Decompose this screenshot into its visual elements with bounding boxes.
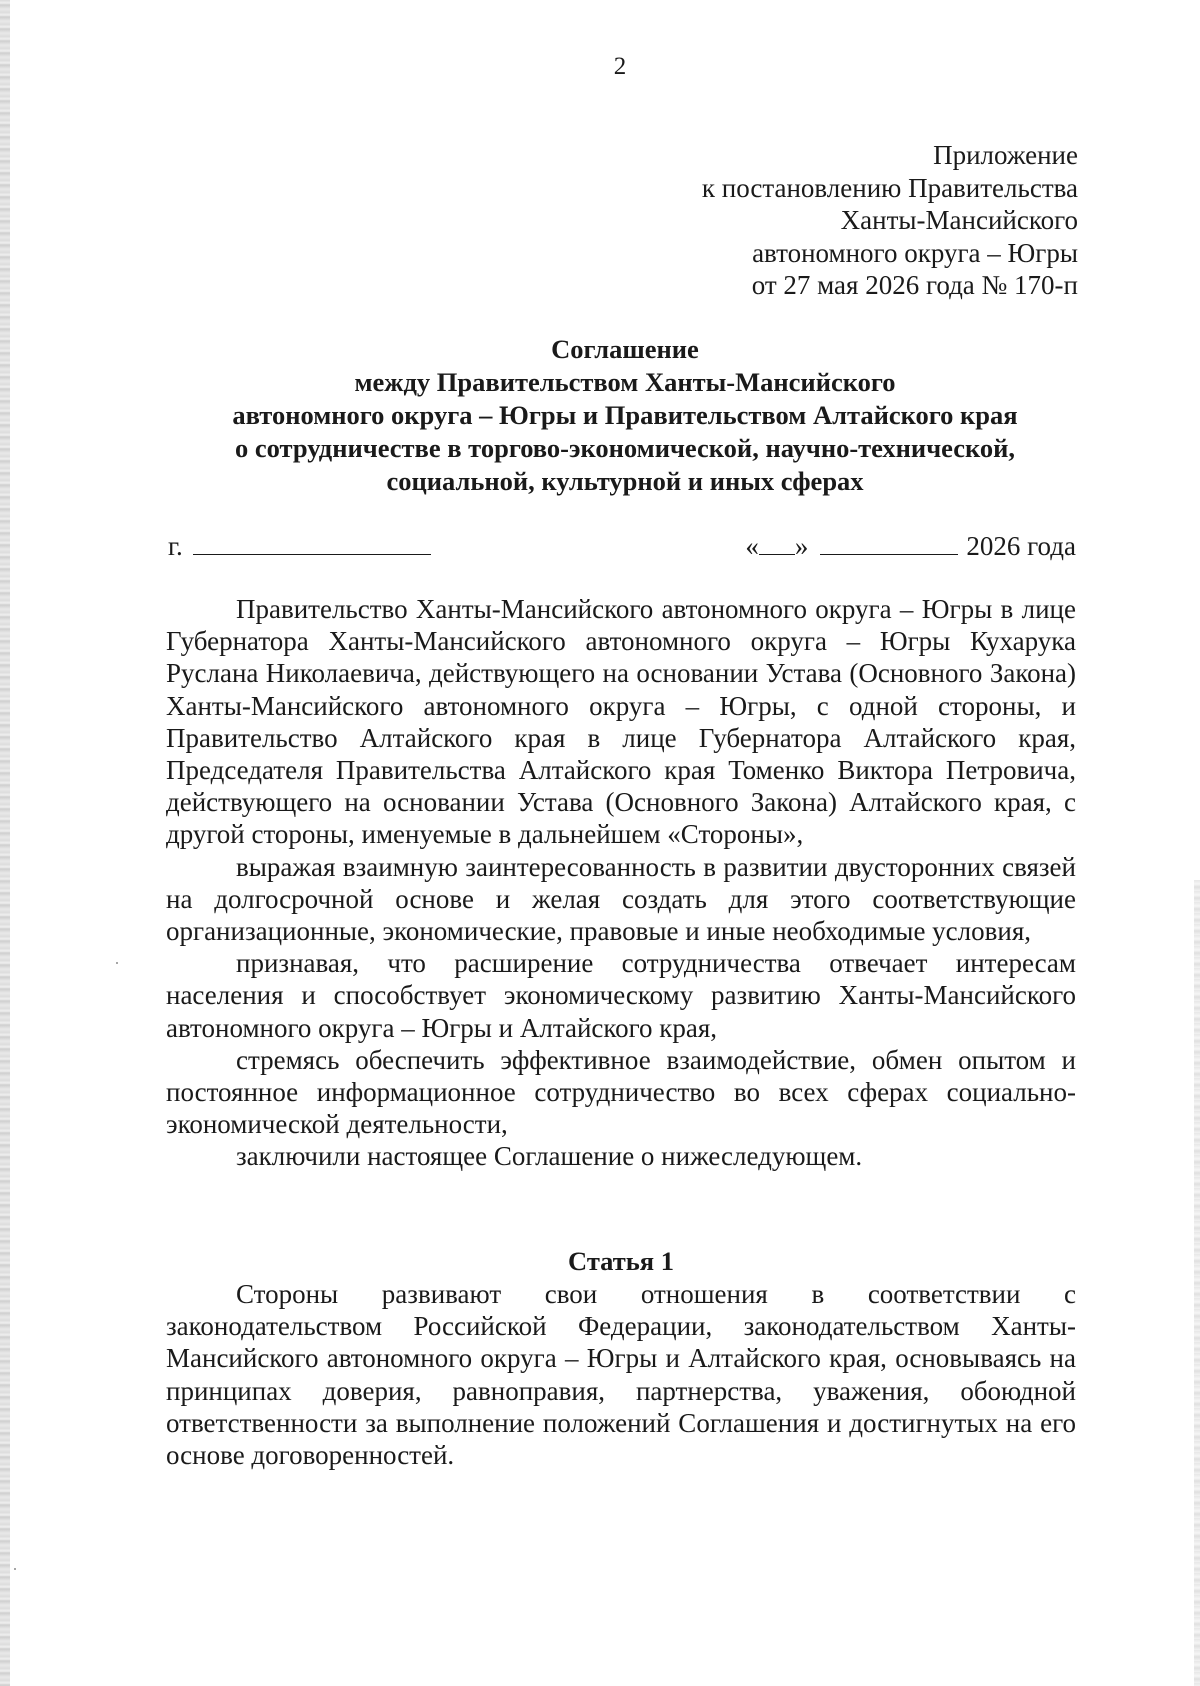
appendix-line: Ханты-Мансийского <box>840 205 1078 235</box>
place-prefix: г. <box>168 531 183 561</box>
date-year: 2026 года <box>966 531 1076 561</box>
appendix-line: автономного округа – Югры <box>752 237 1078 268</box>
article-1-body <box>166 1278 1076 1471</box>
date-open-quote: « <box>745 531 759 561</box>
title-line: социальной, культурной и иных сферах <box>386 466 864 496</box>
scan-speck <box>14 1568 16 1570</box>
preamble-paragraph: Правительство Ханты-Мансийского автономного округа – Югры в лице Губернатора Ханты-Мансийского автономного округа – Югры Кухарука Руслана Николаевича, действующего на основании Устава (Основного Закона) Ханты-Мансийского автономного округа – Югры, с одной стороны, и Правительство Алтайского края в лице Губернатора Алтайского края, Председателя Правительства Алтайского края Томенко Виктора Петровича, действующего на основании Устава (Основного Закона) Алтайского края, с другой стороны, именуемые в дальнейшем «Стороны», <box>166 594 1076 850</box>
month-blank-line <box>820 528 958 555</box>
place-blank-line <box>193 528 431 555</box>
article-paragraph: Стороны развивают свои отношения в соответствии с законодательством Российской Федерации, законодательством Ханты-Мансийского автономного округа – Югры и Алтайского края, основываясь на принципах доверия, равноправия, партнерства, уважения, обоюдной ответственности за выполнение положений Соглашения и достигнутых на его основе договоренностей. <box>166 1279 1076 1471</box>
preamble-paragraph: заключили настоящее Соглашение о нижеследующем. <box>236 1141 863 1172</box>
title-line: автономного округа – Югры и Правительством Алтайского края <box>232 400 1018 430</box>
scan-edge-left <box>0 0 10 1686</box>
appendix-line: Приложение <box>933 140 1078 170</box>
date-close-quote: » <box>794 531 809 561</box>
preamble-paragraph: стремясь обеспечить эффективное взаимодействие, обмен опытом и постоянное информационное сотрудничество во всех сферах социально-экономической деятельности, <box>166 1044 1076 1140</box>
article-1-title: Статья 1 <box>568 1246 674 1276</box>
scan-speck <box>116 962 118 964</box>
preamble <box>166 593 1076 1173</box>
document-title <box>180 333 1070 498</box>
title-line: Соглашение <box>551 334 699 364</box>
day-blank-line <box>759 528 795 555</box>
appendix-reference <box>702 139 1078 302</box>
appendix-line: от 27 мая 2026 года № 170-п <box>751 270 1078 300</box>
page-number: 2 <box>613 53 627 80</box>
date-field <box>745 528 1076 562</box>
title-line: между Правительством Ханты-Мансийского <box>354 367 896 397</box>
scan-edge-right <box>1194 880 1200 1686</box>
place-field <box>168 528 431 562</box>
title-line: о сотрудничестве в торгово-экономической, научно-технической, <box>234 433 1016 463</box>
preamble-paragraph: выражая взаимную заинтересованность в развитии двусторонних связей на долгосрочной основе и желая создать для этого соответствующие организационные, экономические, правовые и иные необходимые условия, <box>166 851 1076 947</box>
appendix-line: к постановлению Правительства <box>701 172 1078 203</box>
preamble-paragraph: признавая, что расширение сотрудничества отвечает интересам населения и способствует экономическому развитию Ханты-Мансийского автономного округа – Югры и Алтайского края, <box>166 948 1076 1043</box>
